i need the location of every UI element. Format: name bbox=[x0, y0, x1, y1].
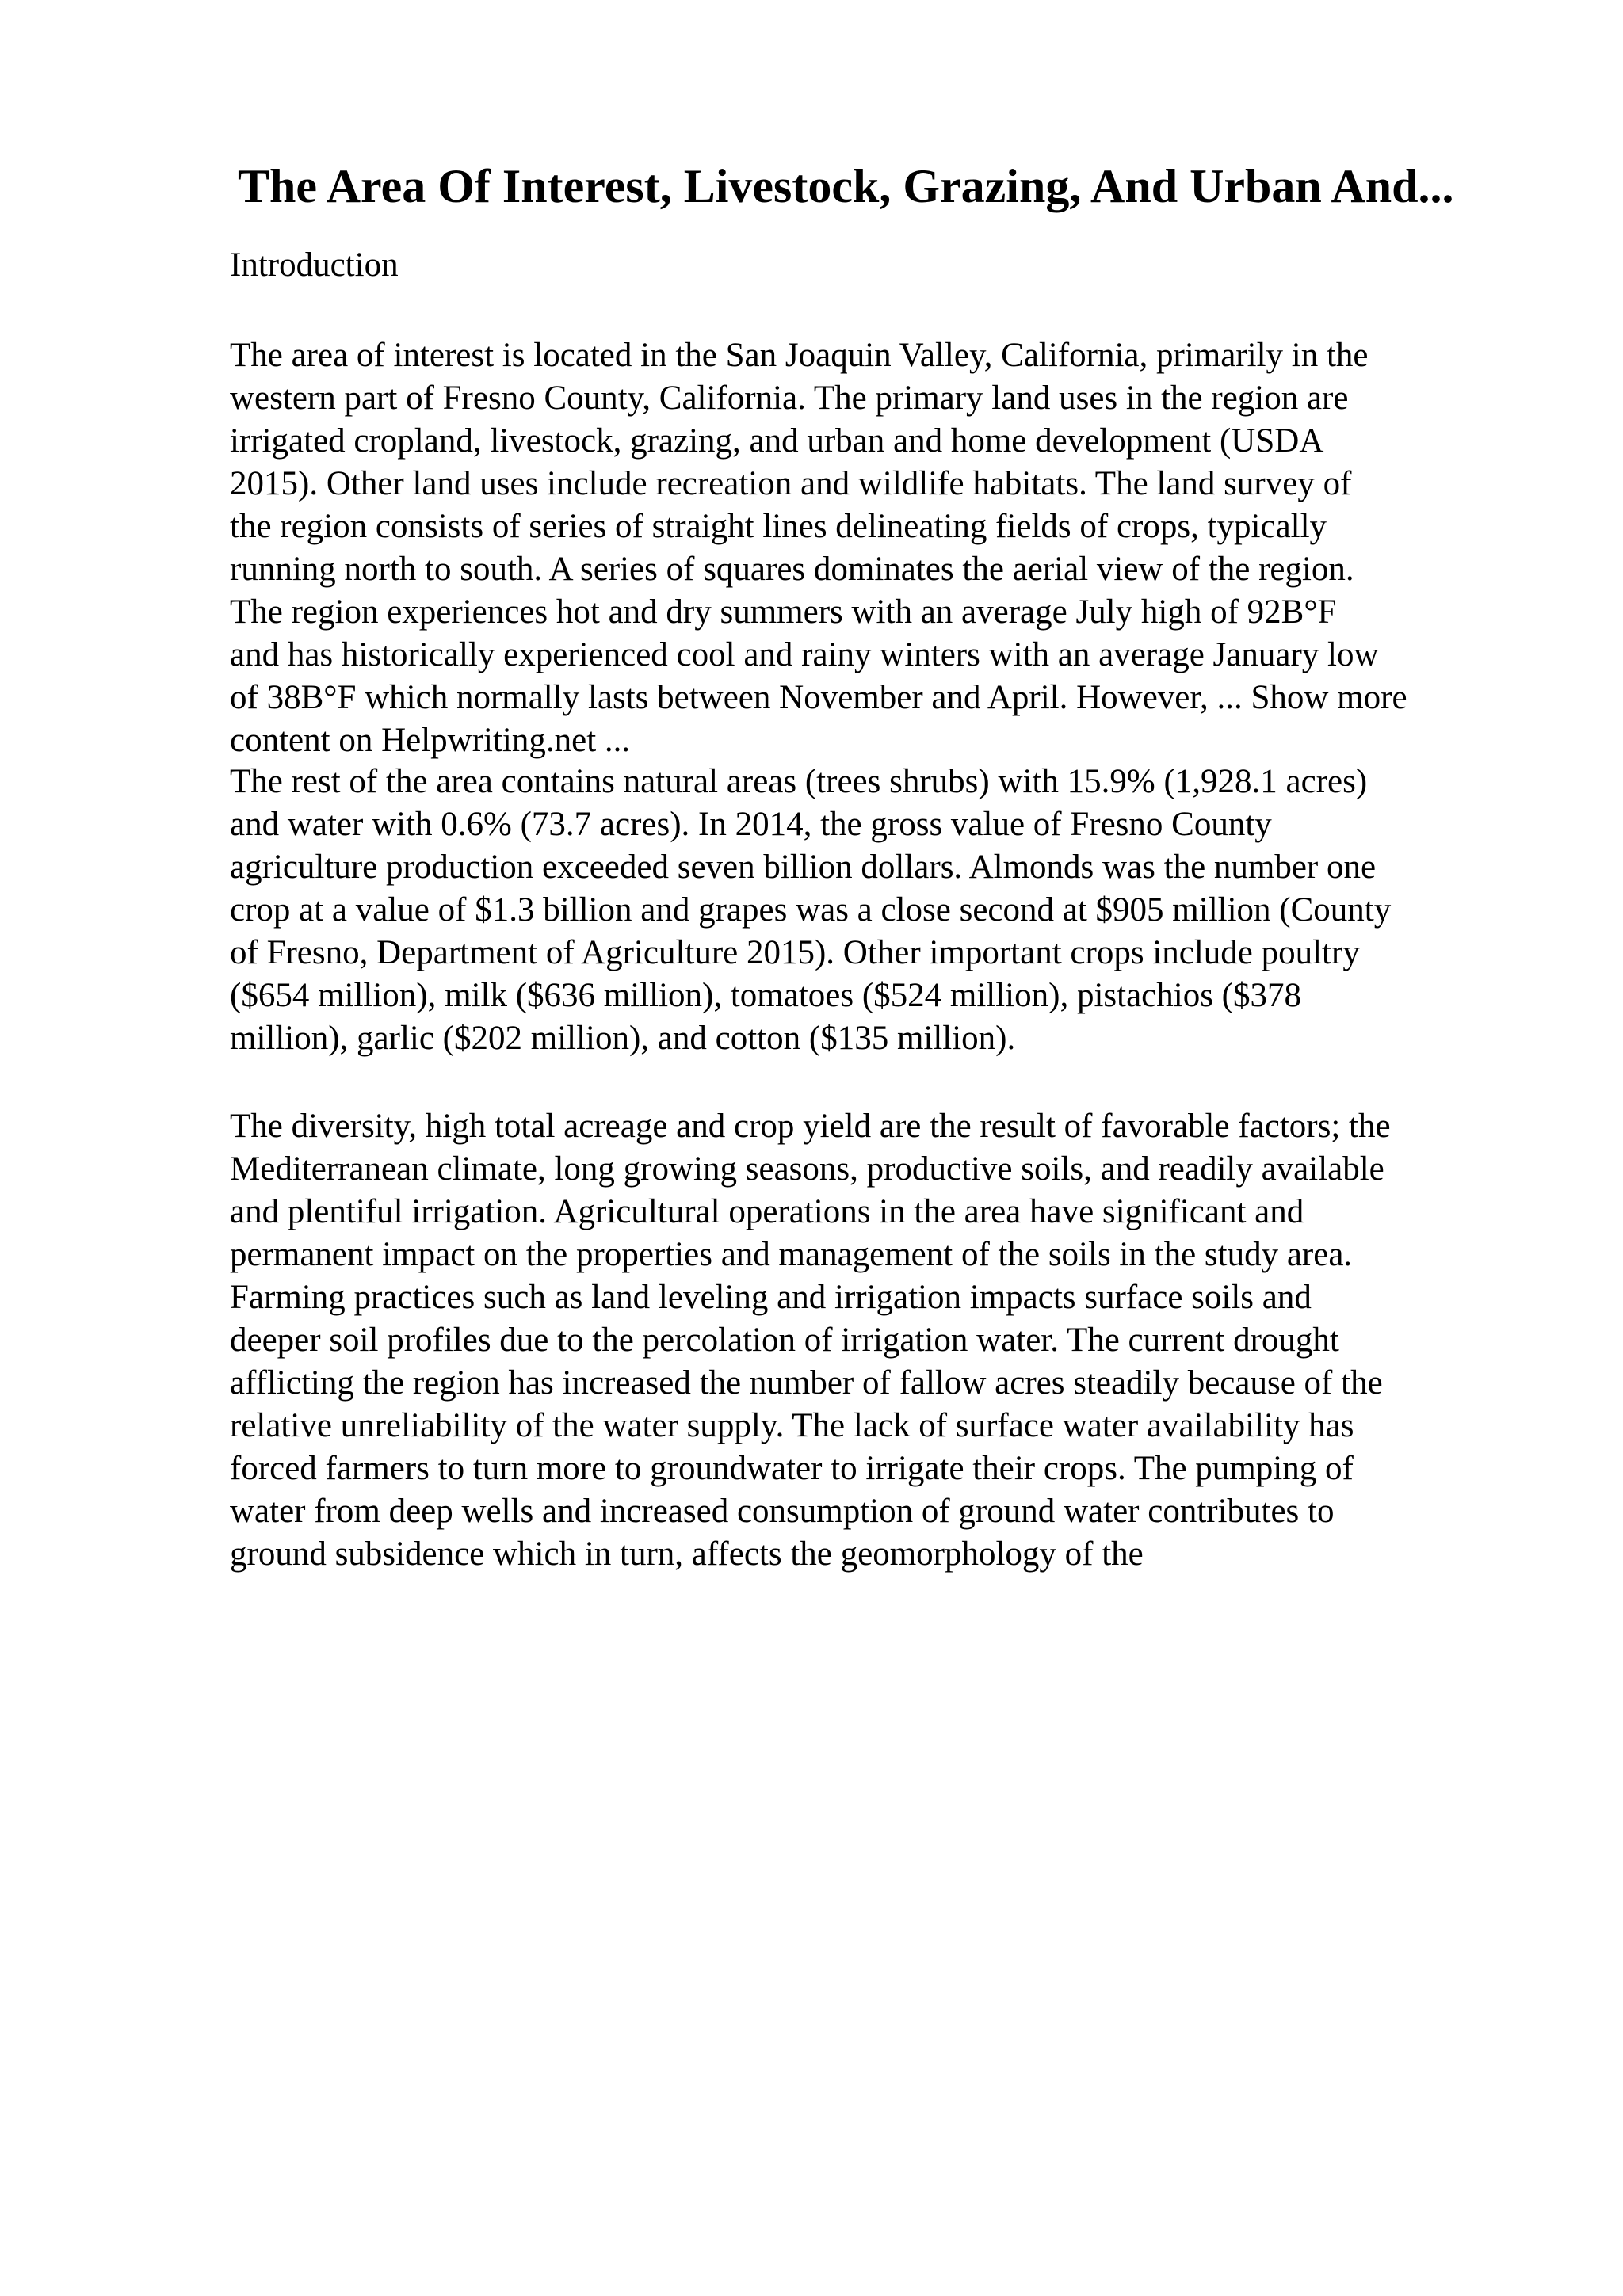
paragraph-line: ground subsidence which in turn, affects the geomorphology of the bbox=[230, 1535, 1144, 1573]
paragraph-line: content on Helpwriting.net ... bbox=[230, 722, 631, 759]
paragraph-line: running north to south. A series of squares dominates the aerial view of the region. bbox=[230, 551, 1354, 588]
paragraph-line: and water with 0.6% (73.7 acres). In 2014, the gross value of Fresno County bbox=[230, 806, 1272, 843]
paragraph-line: of 38B°F which normally lasts between November and April. However, ... Show more bbox=[230, 679, 1407, 716]
paragraph-2 bbox=[230, 761, 1514, 1060]
paragraph-line: forced farmers to turn more to groundwater to irrigate their crops. The pumping of bbox=[230, 1450, 1354, 1487]
paragraph-line: deeper soil profiles due to the percolation of irrigation water. The current drought bbox=[230, 1322, 1339, 1359]
paragraph-line: crop at a value of $1.3 billion and grapes was a close second at $905 million (County bbox=[230, 891, 1392, 929]
paragraph-line: water from deep wells and increased consumption of ground water contributes to bbox=[230, 1493, 1335, 1530]
paragraph-line: Mediterranean climate, long growing seasons, productive soils, and readily available bbox=[230, 1150, 1384, 1188]
paragraph-line: ($654 million), milk ($636 million), tomatoes ($524 million), pistachios ($378 bbox=[230, 977, 1302, 1014]
paragraph-line: The rest of the area contains natural areas (trees shrubs) with 15.9% (1,928.1 acres) bbox=[230, 763, 1368, 800]
paragraph-line: western part of Fresno County, California. The primary land uses in the region are bbox=[230, 379, 1349, 417]
paragraph-3 bbox=[230, 1105, 1514, 1576]
paragraph-line: and plentiful irrigation. Agricultural operations in the area have significant and bbox=[230, 1193, 1304, 1230]
paragraph-line: and has historically experienced cool and rainy winters with an average January low bbox=[230, 636, 1379, 673]
paragraph-line: afflicting the region has increased the number of fallow acres steadily because of the bbox=[230, 1364, 1383, 1402]
paragraph-line: million), garlic ($202 million), and cotton ($135 million). bbox=[230, 1020, 1016, 1057]
paragraph-line: of Fresno, Department of Agriculture 2015). Other important crops include poultry bbox=[230, 934, 1360, 971]
paragraph-line: the region consists of series of straight lines delineating fields of crops, typically bbox=[230, 508, 1327, 545]
document-title: The Area Of Interest, Livestock, Grazing, And Urban And... bbox=[238, 160, 1454, 212]
paragraph-line: permanent impact on the properties and management of the soils in the study area. bbox=[230, 1236, 1353, 1273]
paragraph-line: agriculture production exceeded seven billion dollars. Almonds was the number one bbox=[230, 849, 1377, 886]
paragraph-line: irrigated cropland, livestock, grazing, and urban and home development (USDA bbox=[230, 422, 1324, 460]
paragraph-line: The region experiences hot and dry summers with an average July high of 92B°F bbox=[230, 593, 1337, 631]
paragraph-line: Farming practices such as land leveling and irrigation impacts surface soils and bbox=[230, 1279, 1312, 1316]
section-heading-introduction: Introduction bbox=[230, 246, 399, 284]
paragraph-line: The diversity, high total acreage and crop yield are the result of favorable factors; the bbox=[230, 1108, 1391, 1145]
paragraph-1 bbox=[230, 334, 1514, 762]
paragraph-line: 2015). Other land uses include recreation and wildlife habitats. The land survey of bbox=[230, 465, 1352, 502]
paragraph-line: The area of interest is located in the San Joaquin Valley, California, primarily in the bbox=[230, 337, 1369, 374]
paragraph-line: relative unreliability of the water supply. The lack of surface water availability has bbox=[230, 1407, 1354, 1444]
